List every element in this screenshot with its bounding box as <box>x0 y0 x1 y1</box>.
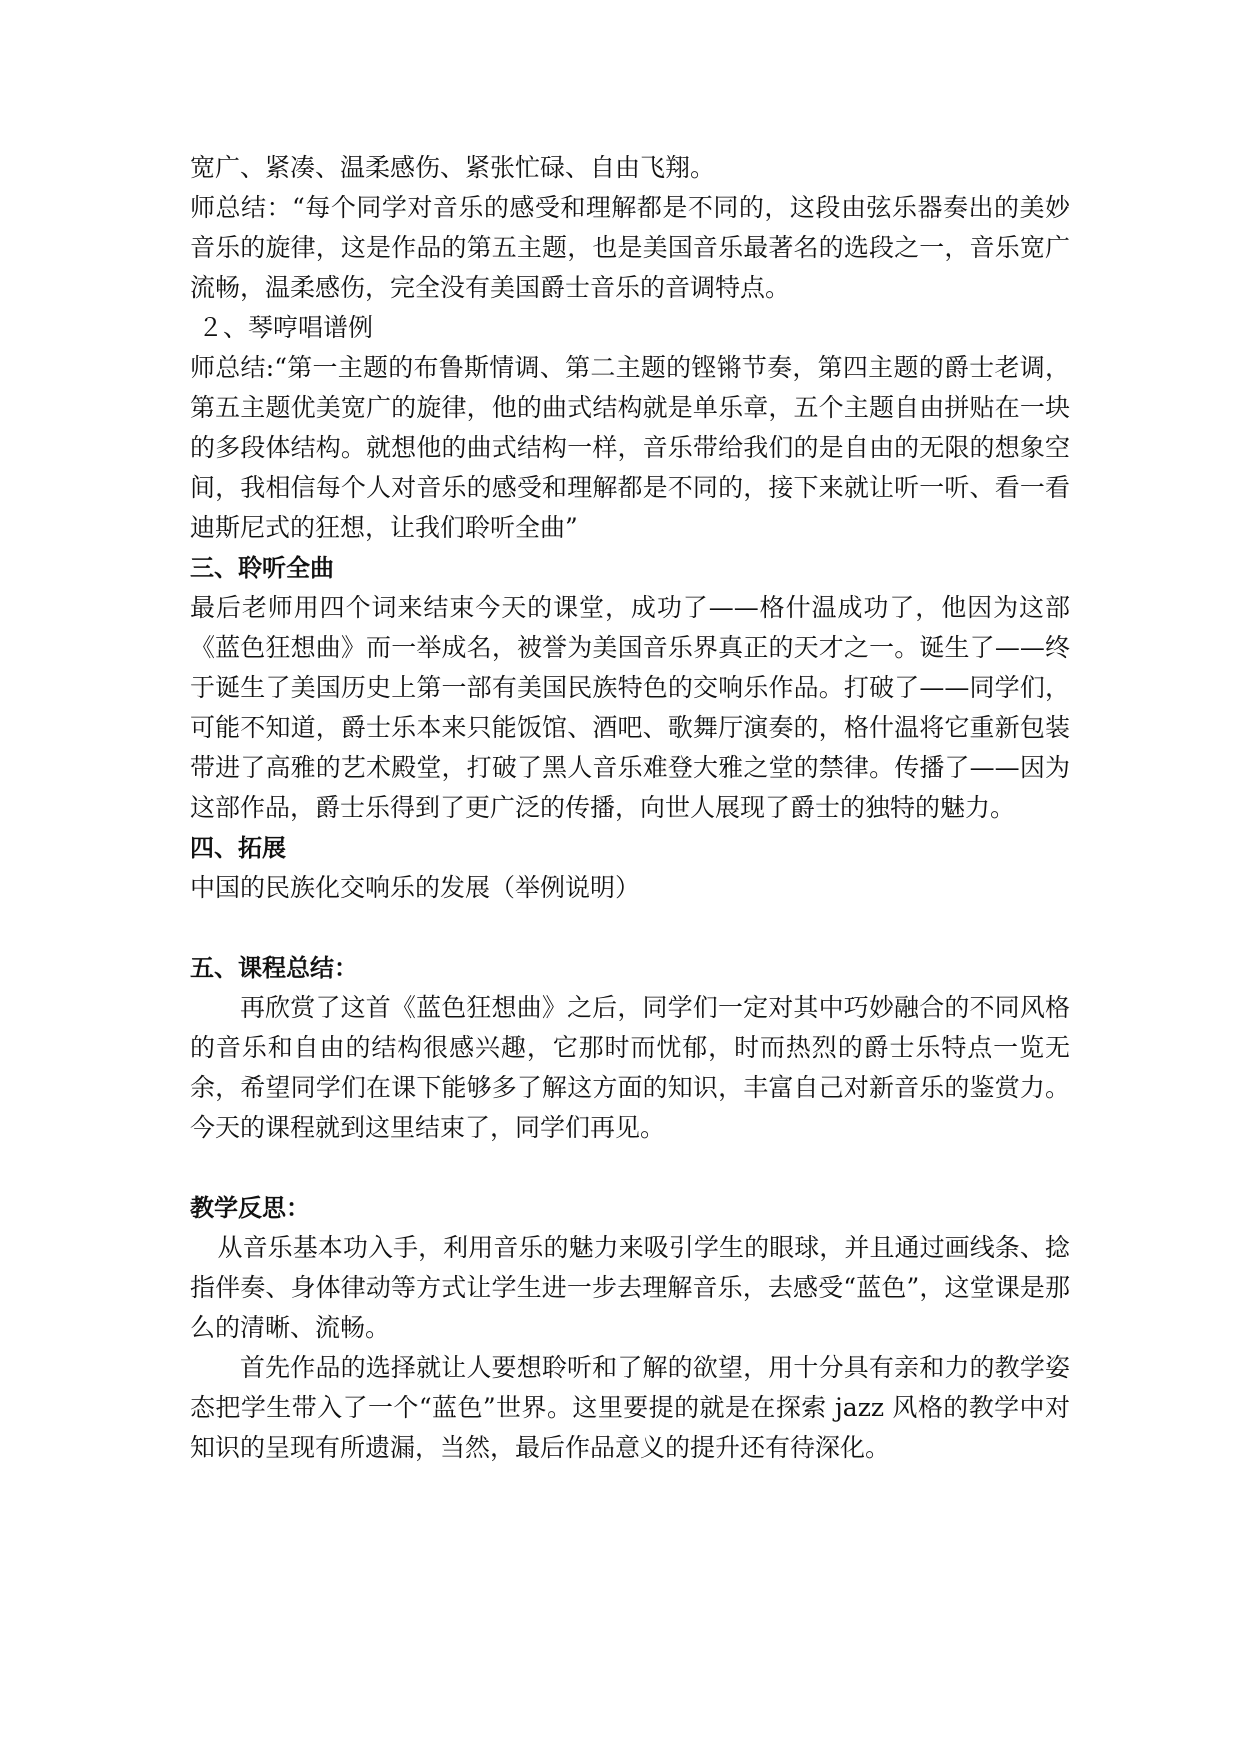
paragraph-reflection-2: 首先作品的选择就让人要想聆听和了解的欲望，用十分具有亲和力的教学姿态把学生带入了一个“蓝色”世界。这里要提的就是在探索 jazz 风格的教学中对知识的呈现有所遗漏，当然，最后作品意义的提升还有待深化。 <box>190 1353 1070 1462</box>
paragraph-teacher-summary-structure: 师总结:“第一主题的布鲁斯情调、第二主题的铿锵节奏，第四主题的爵士老调，第五主题优美宽广的旋律，他的曲式结构就是单乐章，五个主题自由拼贴在一块的多段体结构。就想他的曲式结构一样，音乐带给我们的是自由的无限的想象空间，我相信每个人对音乐的感受和理解都是不同的，接下来就让听一听、看一看迪斯尼式的狂想，让我们聆听全曲” <box>190 353 1070 542</box>
paragraph-reflection-1: 从音乐基本功入手，利用音乐的魅力来吸引学生的眼球，并且通过画线条、捻指伴奏、身体律动等方式让学生进一步去理解音乐，去感受“蓝色”，这堂课是那么的清晰、流畅。 <box>190 1233 1070 1342</box>
paragraph-course-summary-body: 再欣赏了这首《蓝色狂想曲》之后，同学们一定对其中巧妙融合的不同风格的音乐和自由的结构很感兴趣，它那时而忧郁，时而热烈的爵士乐特点一览无余，希望同学们在课下能够多了解这方面的知识，丰富自己对新音乐的鉴赏力。 今天的课程就到这里结束了，同学们再见。 <box>190 993 1086 1142</box>
spacer <box>190 908 1070 948</box>
spacer <box>190 1148 1070 1188</box>
heading-extension: 四、拓展 <box>190 834 286 862</box>
paragraph-four-words: 最后老师用四个词来结束今天的课堂，成功了——格什温成功了，他因为这部《蓝色狂想曲》而一举成名，被誉为美国音乐界真正的天才之一。诞生了——终于诞生了美国历史上第一部有美国民族特色的交响乐作品。打破了——同学们，可能不知道，爵士乐本来只能饭馆、酒吧、歌舞厅演奏的，格什温将它重新包装带进了高雅的艺术殿堂，打破了黑人音乐难登大雅之堂的禁律。传播了——因为这部作品，爵士乐得到了更广泛的传播，向世人展现了爵士的独特的魅力。 <box>190 593 1070 822</box>
heading-course-summary: 五、课程总结： <box>190 954 358 982</box>
paragraph-intro-adjectives: 宽广、紧凑、温柔感伤、紧张忙碌、自由飞翔。 <box>190 153 716 182</box>
document-body <box>190 148 1086 1468</box>
paragraph-section-2-title: ２、琴哼唱谱例 <box>190 313 373 342</box>
heading-teaching-reflection: 教学反思： <box>190 1194 310 1222</box>
heading-listen-full: 三、聆听全曲 <box>190 554 334 582</box>
paragraph-extension-body: 中国的民族化交响乐的发展（举例说明） <box>190 873 641 902</box>
paragraph-teacher-summary-theme5: 师总结：“每个同学对音乐的感受和理解都是不同的，这段由弦乐器奏出的美妙音乐的旋律，这是作品的第五主题，也是美国音乐最著名的选段之一，音乐宽广流畅，温柔感伤，完全没有美国爵士音乐的音调特点。 <box>190 193 1070 302</box>
